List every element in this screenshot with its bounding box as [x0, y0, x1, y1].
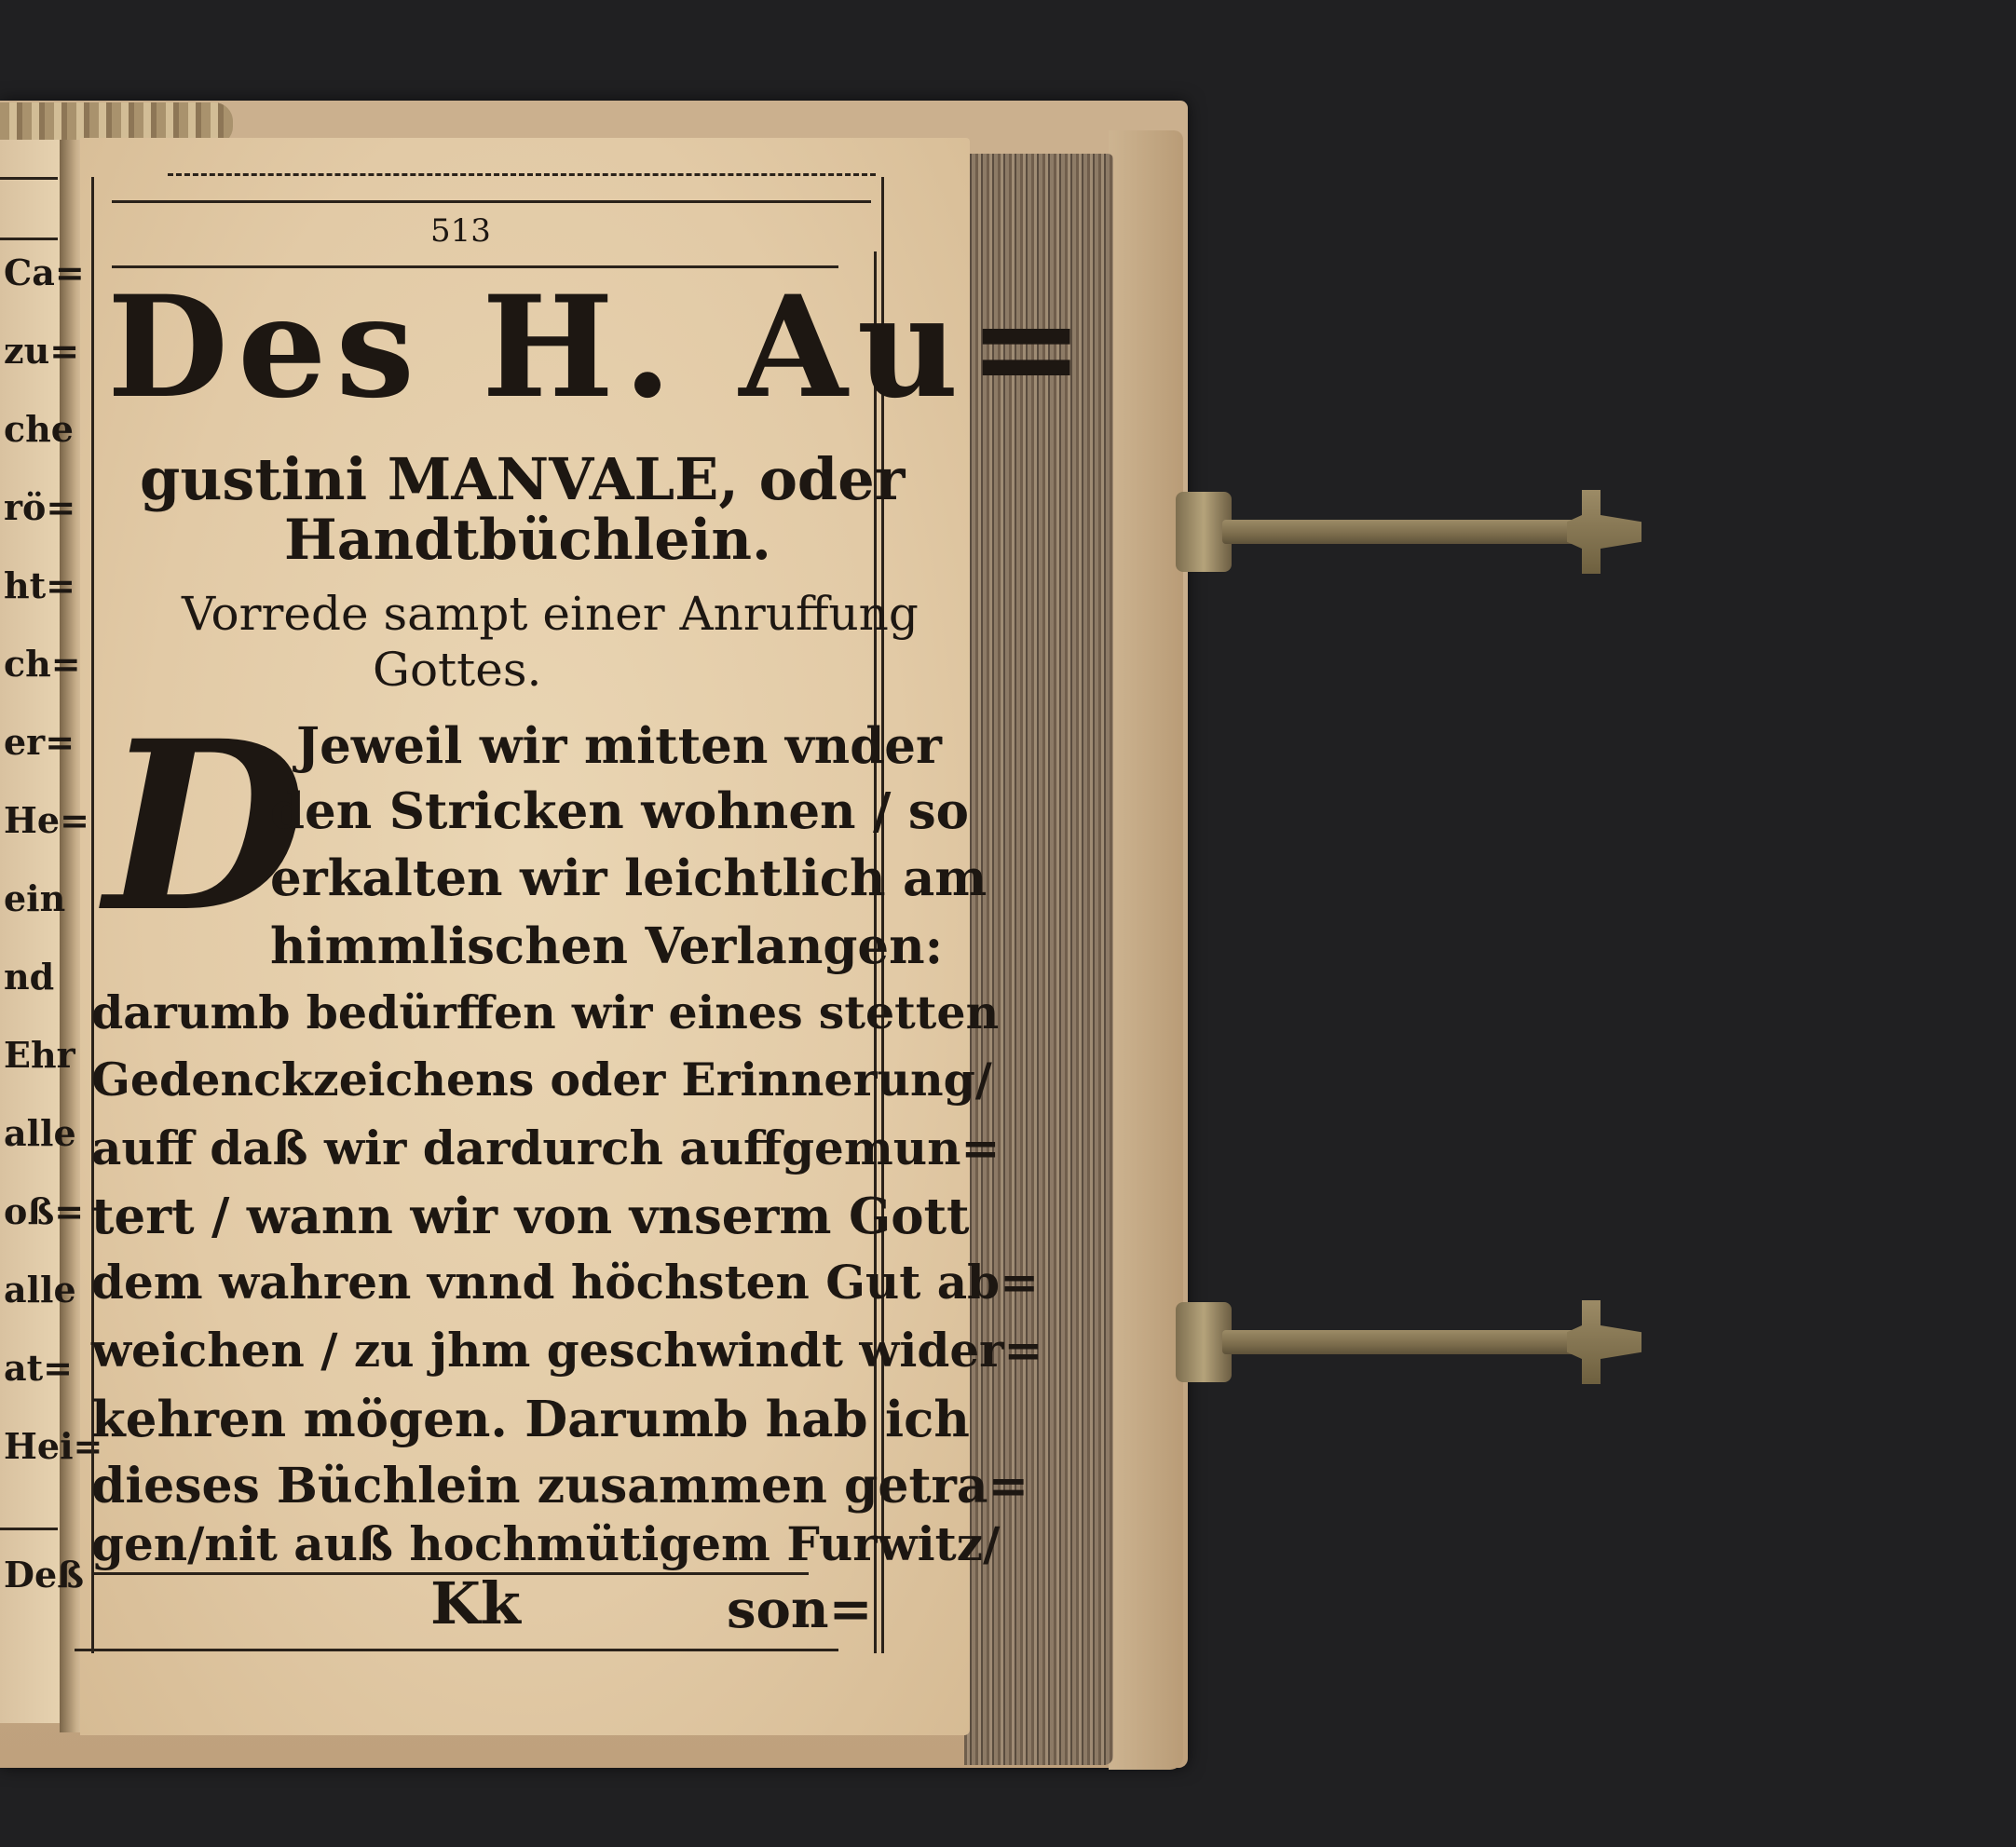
body-line: dem wahren vnnd höchsten Gut ab=	[91, 1255, 1040, 1310]
body-line: gen/nit auß hochmütigem Furwitz/	[91, 1516, 1001, 1571]
left-page-fragment: er=	[4, 721, 75, 763]
lower-clasp	[1176, 1321, 1641, 1364]
left-page-fragment: at=	[4, 1347, 74, 1389]
left-page-fragment: zu=	[4, 330, 80, 372]
signature-mark: Kk	[430, 1569, 521, 1637]
left-page-fragment: rö=	[4, 486, 76, 528]
left-page-fragment: nd	[4, 956, 55, 998]
left-page-fragment: ein	[4, 877, 66, 919]
clasp-tip	[1567, 490, 1641, 574]
cover-board-edge	[1109, 130, 1183, 1770]
left-page-rule	[0, 177, 58, 180]
left-page-fragment: alle	[4, 1269, 76, 1311]
title-line-3: Handtbüchlein.	[284, 508, 771, 573]
body-line: darumb bedürffen wir eines stetten	[91, 985, 1000, 1039]
upper-clasp	[1176, 510, 1641, 553]
foot-rule	[75, 1649, 838, 1651]
left-page-fragment: He=	[4, 799, 89, 841]
left-page-fragment: che	[4, 408, 74, 450]
body-line: erkalten wir leichtlich am	[270, 849, 988, 907]
left-page-rule	[0, 238, 58, 240]
top-rule	[112, 200, 871, 203]
left-page-fragment: alle	[4, 1112, 76, 1154]
left-page-rule	[0, 1528, 58, 1530]
title-line-2: gustini MANVALE, oder	[140, 445, 906, 513]
clasp-tip	[1567, 1300, 1641, 1384]
page-number: 513	[430, 212, 491, 250]
body-line: Gedenckzeichens oder Erinnerung/	[91, 1053, 992, 1107]
left-page-fragment: Ca=	[4, 251, 85, 293]
title-line-1: Des H. Au=	[107, 265, 1095, 429]
left-page-fragment: ch=	[4, 643, 81, 685]
drop-cap: D	[104, 689, 306, 963]
body-line: dieses Büchlein zusammen getra=	[91, 1458, 1029, 1514]
clasp-bar	[1222, 520, 1604, 544]
body-line: weichen / zu jhm geschwindt wider=	[91, 1323, 1043, 1378]
subtitle-line-1: Vorrede sampt einer Anruffung	[182, 587, 919, 641]
catchword: son=	[727, 1579, 873, 1640]
body-line: tert / wann wir von vnserm Gott	[91, 1188, 970, 1245]
body-line: auff daß wir dardurch auffgemun=	[91, 1120, 1001, 1175]
top-dashed-rule	[168, 173, 876, 176]
body-line: kehren mögen. Darumb hab ich	[91, 1391, 970, 1448]
body-line: Jeweil wir mitten vnder	[296, 717, 942, 775]
left-page-fragment: Ehr	[4, 1034, 75, 1076]
subtitle-line-2: Gottes.	[373, 643, 542, 697]
left-page-fragment: ht=	[4, 564, 76, 606]
left-page-fragment: Hei=	[4, 1425, 103, 1467]
body-line: den Stricken wohnen / so	[270, 782, 970, 840]
left-page-catchword: Deß	[4, 1554, 85, 1596]
body-line: himmlischen Verlangen:	[270, 917, 944, 975]
left-page-fragment: oß=	[4, 1190, 85, 1232]
clasp-bar	[1222, 1330, 1604, 1354]
